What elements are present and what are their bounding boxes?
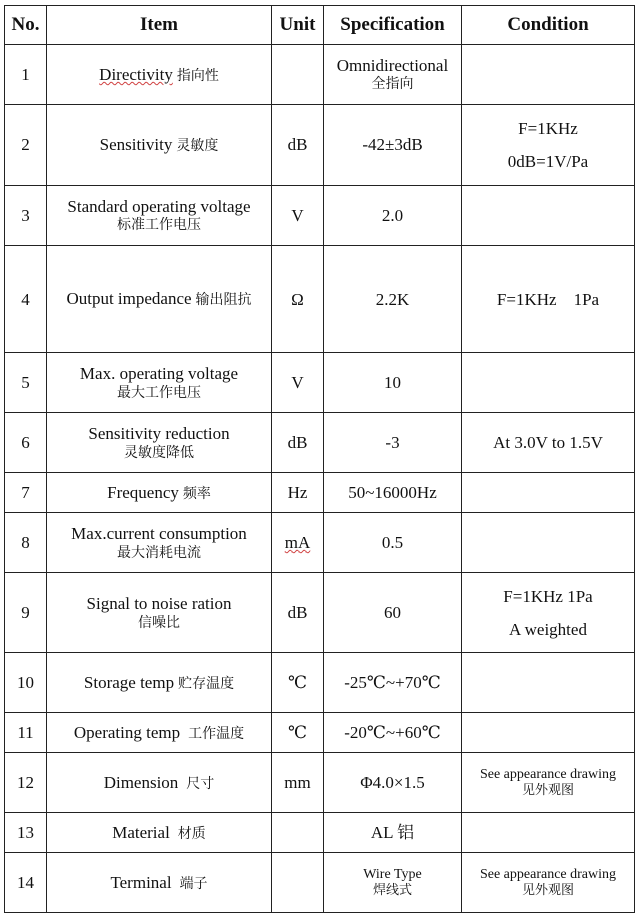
header-condition: Condition <box>462 6 635 45</box>
cell-item <box>47 573 272 653</box>
spec-line: Wire Type <box>363 866 422 882</box>
item-english: Max.current consumption <box>71 524 247 544</box>
item-english: Sensitivity reduction <box>88 424 230 444</box>
table-row <box>5 713 635 753</box>
cell-condition <box>462 186 635 246</box>
table-row <box>5 353 635 413</box>
item-chinese: 频率 <box>182 486 211 502</box>
item-english: Terminal <box>110 873 172 892</box>
cell-item <box>47 246 272 353</box>
spec-line-chinese: 全指向 <box>371 76 414 93</box>
cell-unit <box>272 853 324 913</box>
cell-item <box>47 473 272 513</box>
item-chinese: 端子 <box>179 876 208 892</box>
condition-line: A weighted <box>509 619 587 639</box>
table-row <box>5 513 635 573</box>
spec-line: -20℃~+60℃ <box>344 723 441 743</box>
condition-line: At 3.0V to 1.5V <box>493 433 603 453</box>
item-chinese: 灵敏度 <box>176 138 219 155</box>
cell-spec <box>324 513 462 573</box>
cell-no: 6 <box>5 413 47 473</box>
item-chinese: 输出阻抗 <box>195 292 252 309</box>
cell-condition <box>462 713 635 753</box>
header-unit: Unit <box>272 6 324 45</box>
cell-no: 13 <box>5 813 47 853</box>
cell-no: 4 <box>5 246 47 353</box>
cell-no: 10 <box>5 653 47 713</box>
item-chinese: 最大消耗电流 <box>117 544 201 561</box>
table-row <box>5 186 635 246</box>
cell-unit: ℃ <box>272 713 324 753</box>
condition-line-chinese: 见外观图 <box>521 783 574 799</box>
table-row <box>5 853 635 913</box>
cell-unit: Hz <box>272 473 324 513</box>
cell-no: 2 <box>5 105 47 186</box>
cell-item <box>47 105 272 186</box>
header-item: Item <box>47 6 272 45</box>
item-english: Output impedance <box>66 289 192 309</box>
cell-unit: V <box>272 186 324 246</box>
cell-condition <box>462 573 635 653</box>
cell-item <box>47 513 272 573</box>
cell-unit: V <box>272 353 324 413</box>
cell-no: 9 <box>5 573 47 653</box>
spec-line: -42±3dB <box>362 135 423 155</box>
cell-item <box>47 413 272 473</box>
item-chinese: 材质 <box>177 826 206 842</box>
item-english: Frequency <box>107 483 179 502</box>
table-row <box>5 573 635 653</box>
item-chinese: 贮存温度 <box>178 676 235 692</box>
spec-line-chinese: 焊线式 <box>372 883 412 899</box>
spec-line: Φ4.0×1.5 <box>360 773 425 793</box>
cell-unit <box>272 813 324 853</box>
cell-item <box>47 653 272 713</box>
item-english: Sensitivity <box>99 135 173 155</box>
cell-no: 3 <box>5 186 47 246</box>
cell-unit: dB <box>272 573 324 653</box>
cell-spec <box>324 45 462 105</box>
specification-table <box>4 5 635 913</box>
spec-sheet <box>4 5 635 913</box>
cell-spec <box>324 753 462 813</box>
unit-text: mA <box>284 533 311 553</box>
cell-item <box>47 353 272 413</box>
spec-line: 0.5 <box>381 533 404 553</box>
cell-item <box>47 753 272 813</box>
spec-line: -3 <box>385 433 400 453</box>
spec-line: 2.0 <box>381 205 404 225</box>
item-english: Storage temp <box>83 673 175 692</box>
cell-condition <box>462 653 635 713</box>
cell-no: 7 <box>5 473 47 513</box>
cell-item <box>47 713 272 753</box>
cell-unit: Ω <box>272 246 324 353</box>
cell-condition <box>462 353 635 413</box>
cell-no: 12 <box>5 753 47 813</box>
condition-line: 0dB=1V/Pa <box>507 152 589 171</box>
condition-line: F=1KHz 1Pa <box>503 586 593 606</box>
cell-spec <box>324 813 462 853</box>
item-english: Material <box>112 823 170 842</box>
condition-line: F=1KHz <box>518 118 578 138</box>
condition-line: See appearance drawing <box>479 866 617 882</box>
cell-spec <box>324 573 462 653</box>
item-chinese: 指向性 <box>176 67 219 84</box>
cell-condition <box>462 753 635 813</box>
cell-condition <box>462 473 635 513</box>
cell-unit: dB <box>272 105 324 186</box>
cell-unit: ℃ <box>272 653 324 713</box>
item-chinese: 灵敏度降低 <box>124 444 194 461</box>
item-chinese: 信噪比 <box>138 614 180 631</box>
table-row <box>5 653 635 713</box>
cell-item <box>47 45 272 105</box>
spec-line: AL 铝 <box>370 823 415 843</box>
table-row <box>5 753 635 813</box>
item-english: Directivity <box>99 64 173 84</box>
cell-unit <box>272 45 324 105</box>
cell-condition <box>462 45 635 105</box>
condition-line-chinese: 见外观图 <box>521 883 574 899</box>
header-no: No. <box>5 6 47 45</box>
cell-spec <box>324 853 462 913</box>
cell-item <box>47 186 272 246</box>
header-row <box>5 6 635 45</box>
table-row <box>5 45 635 105</box>
table-header <box>5 6 635 45</box>
spec-line: 2.2K <box>375 289 410 309</box>
cell-unit <box>272 513 324 573</box>
table-body <box>5 45 635 913</box>
table-row <box>5 105 635 186</box>
cell-condition <box>462 105 635 186</box>
cell-item <box>47 853 272 913</box>
cell-no: 1 <box>5 45 47 105</box>
spec-line: -25℃~+70℃ <box>344 673 441 693</box>
cell-condition <box>462 513 635 573</box>
spec-line: 50~16000Hz <box>348 483 437 503</box>
condition-line: F=1KHz 1Pa <box>496 289 600 309</box>
item-chinese: 标准工作电压 <box>117 217 201 234</box>
cell-spec <box>324 353 462 413</box>
cell-no: 5 <box>5 353 47 413</box>
item-english: Standard operating voltage <box>67 197 251 217</box>
cell-unit: dB <box>272 413 324 473</box>
cell-spec <box>324 653 462 713</box>
item-english: Operating temp <box>73 723 181 742</box>
cell-spec <box>324 713 462 753</box>
item-english: Max. operating voltage <box>79 364 239 384</box>
condition-line: See appearance drawing <box>479 766 617 782</box>
item-chinese: 最大工作电压 <box>117 384 201 401</box>
item-chinese: 工作温度 <box>188 726 245 742</box>
table-row <box>5 413 635 473</box>
item-english: Dimension <box>103 773 179 792</box>
cell-item <box>47 813 272 853</box>
cell-spec <box>324 473 462 513</box>
item-english: Signal to noise ration <box>86 594 232 614</box>
cell-condition <box>462 853 635 913</box>
cell-condition <box>462 246 635 353</box>
cell-condition <box>462 413 635 473</box>
cell-condition <box>462 813 635 853</box>
cell-unit: mm <box>272 753 324 813</box>
table-row <box>5 246 635 353</box>
cell-no: 14 <box>5 853 47 913</box>
spec-line: Omnidirectional <box>336 56 449 76</box>
cell-no: 8 <box>5 513 47 573</box>
header-specification: Specification <box>324 6 462 45</box>
table-row <box>5 473 635 513</box>
cell-no: 11 <box>5 713 47 753</box>
spec-line: 10 <box>384 373 401 393</box>
cell-spec <box>324 246 462 353</box>
cell-spec <box>324 413 462 473</box>
cell-spec <box>324 186 462 246</box>
table-row <box>5 813 635 853</box>
item-chinese: 尺寸 <box>186 776 215 792</box>
spec-line: 60 <box>384 603 401 623</box>
cell-spec <box>324 105 462 186</box>
